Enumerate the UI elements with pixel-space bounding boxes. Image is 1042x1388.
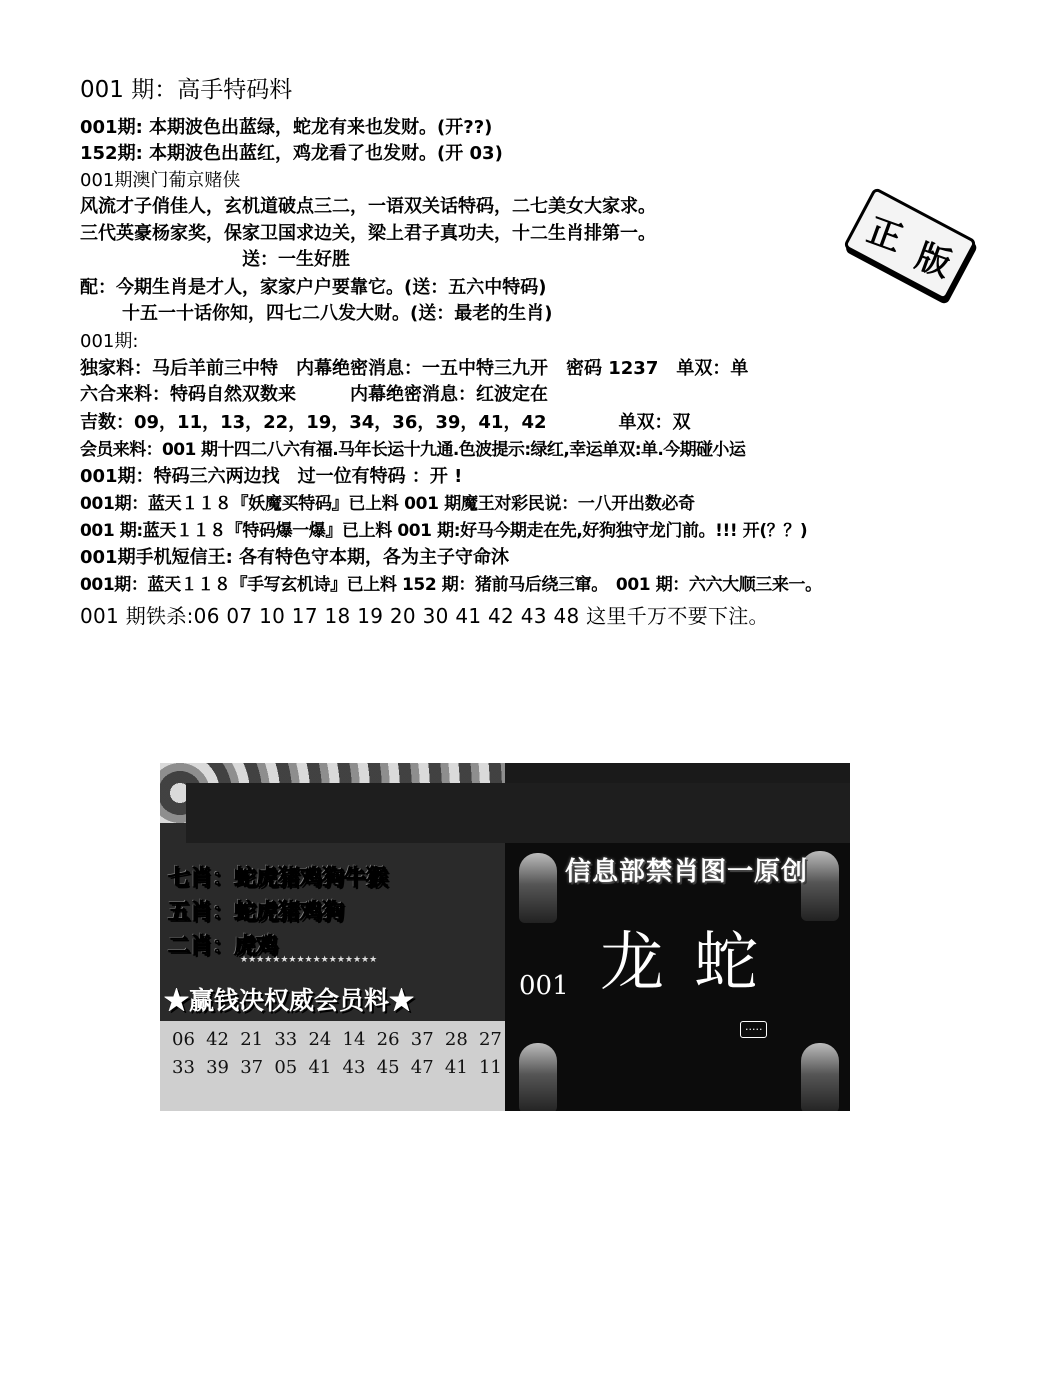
text-line: 十五一十话你知，四七二八发大财。(送：最老的生肖): [122, 303, 553, 324]
banner-right-title: 信息部禁肖图一原创: [565, 857, 809, 887]
grid-number: 11: [478, 1057, 502, 1078]
banner-zodiac-text: 龙蛇: [600, 926, 788, 1000]
text-line: 独家料：马后羊前三中特 内幕绝密消息：一五中特三九开 密码 1237 单双：单: [80, 358, 749, 379]
grid-number: 06: [172, 1029, 195, 1050]
portrait-icon: [519, 853, 557, 923]
grid-number: 28: [444, 1029, 468, 1050]
text-line: 001 期:蓝天１１８『特码爆一爆』已上料 001 期:好马今期走在先,好狗独守龙门前。!!! 开(？？): [80, 521, 808, 541]
zhengban-stamp: [843, 187, 977, 301]
banner-row: 二肖：虎鸡: [168, 933, 279, 959]
portrait-icon: [519, 1043, 557, 1111]
text-line: 001期: 本期波色出蓝绿，蛇龙有来也发财。(开??): [80, 117, 493, 138]
text-line: 吉数：09，11，13，22，19，34，36，39，41，42 单双：双: [80, 412, 691, 433]
promo-banner-image: [160, 763, 850, 1111]
text-line: 会员来料：001 期十四二八六有福.马年长运十九通.色波提示:绿红,幸运单双:单.今期碰小运: [80, 440, 746, 460]
grid-number: 24: [308, 1029, 332, 1050]
page-title: 001 期：高手特码料: [80, 77, 293, 103]
grid-number: 21: [240, 1029, 264, 1050]
text-line: 001期手机短信王: 各有特色守本期，各为主子守命沐: [80, 547, 510, 568]
grid-number: 27: [478, 1029, 502, 1050]
text-line: 001期：特码三六两边找 过一位有特码 ：开 !: [80, 466, 463, 487]
number-row-1: [172, 1029, 502, 1050]
grid-number: 14: [342, 1029, 366, 1050]
text-line: 三代英豪杨家奖，保家卫国求边关，梁上君子真功夫，十二生肖排第一。: [80, 223, 656, 244]
grid-number: 33: [172, 1057, 195, 1078]
grid-number: 43: [342, 1057, 366, 1078]
text-line: 六合来料：特码自然双数来 内幕绝密消息：红波定在: [80, 384, 548, 405]
banner-tiny-text: ★★★★★★★★★★★★★★★★★: [240, 955, 378, 965]
banner-right-panel: [505, 843, 850, 1111]
text-line: 152期: 本期波色出蓝红，鸡龙看了也发财。(开 03): [80, 143, 503, 164]
text-line: 001期澳门葡京赌侠: [80, 170, 241, 191]
text-line: 送：一生好胜: [242, 249, 350, 270]
text-line: 风流才子俏佳人，玄机道破点三二，一语双关话特码，二七美女大家求。: [80, 196, 656, 217]
grid-number: 05: [274, 1057, 298, 1078]
banner-member-title: ★赢钱决权威会员料★: [164, 986, 415, 1015]
text-line: 配：今期生肖是才人，家家户户要靠它。(送：五六中特码): [80, 277, 547, 298]
number-grid: [160, 1021, 505, 1111]
stamp-char: 正: [861, 209, 908, 259]
portrait-icon: [801, 1043, 839, 1111]
text-line-kill: 001 期铁杀:06 07 10 17 18 19 20 30 41 42 43 48 这里千万不要下注。: [80, 604, 769, 628]
grid-number: 39: [206, 1057, 230, 1078]
banner-period: 001: [519, 971, 569, 1001]
banner-small-label: ·····: [740, 1021, 767, 1038]
stamp-char: 版: [910, 235, 956, 285]
grid-number: 41: [444, 1057, 468, 1078]
grid-number: 26: [376, 1029, 400, 1050]
banner-row: 五肖：蛇虎猪鸡狗: [168, 899, 345, 925]
grid-number: 47: [410, 1057, 434, 1078]
redaction-bar: [186, 783, 850, 843]
grid-number: 37: [240, 1057, 264, 1078]
grid-number: 41: [308, 1057, 332, 1078]
grid-number: 42: [206, 1029, 230, 1050]
number-row-2: [172, 1057, 502, 1078]
text-line: 001期：蓝天１１８『手写玄机诗』已上料 152 期：猪前马后绕三窜。 001 期：六六大顺三来一。: [80, 575, 822, 595]
banner-row: 七肖：蛇虎猪鸡狗牛猴: [168, 865, 389, 891]
text-line: 001期:: [80, 331, 139, 352]
grid-number: 37: [410, 1029, 434, 1050]
grid-number: 45: [376, 1057, 400, 1078]
grid-number: 33: [274, 1029, 298, 1050]
text-line: 001期：蓝天１１８『妖魔买特码』已上料 001 期魔王对彩民说：一八开出数必奇: [80, 494, 695, 514]
